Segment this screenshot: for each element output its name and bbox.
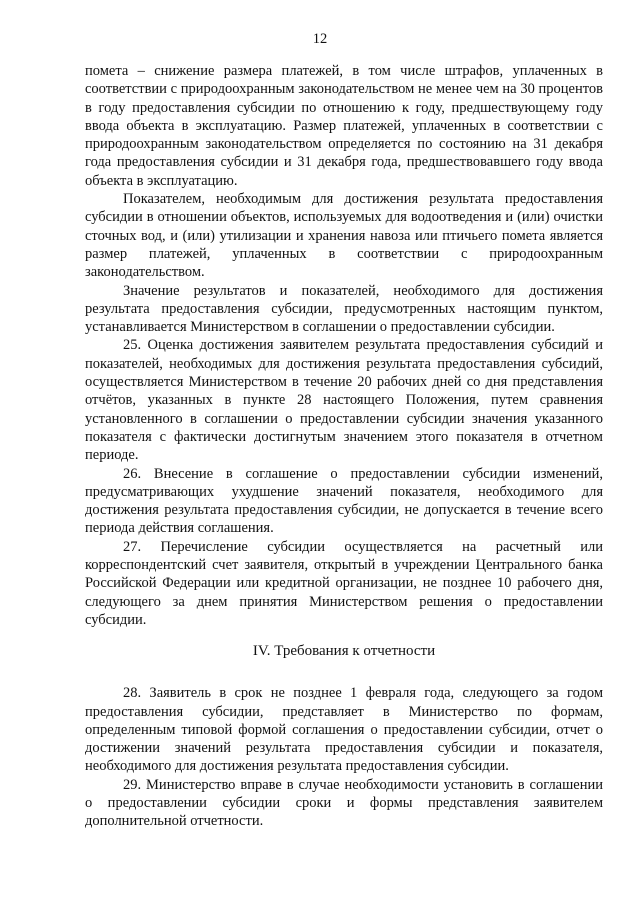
paragraph-values: Значение результатов и показателей, необходимого для достижения результата предоставления субсидии, предусмотренных настоящим пунктом, устанавливается Министерством в соглашении о предоставлении субсидии. — [85, 282, 603, 336]
paragraph-25: 25. Оценка достижения заявителем результата предоставления субсидий и показателей, необходимых для достижения результата предоставления субсидий, осуществляется Министерством в течение 20 рабочих дней со дня представления отчётов, указанных в пункте 28 настоящего Положения, путем сравнения установленного в соглашении о предоставлении субсидии значения указанного показателя с фактически достигнутым значением этого показателя в отчетном периоде. — [85, 337, 603, 464]
paragraph-27: 27. Перечисление субсидии осуществляется на расчетный или корреспондентский счет заявителя, открытый в учреждении Центрального банка Российской Федерации или кредитной организации, не позднее 10 рабочего дня, следующего за днем принятия Министерством решения о предоставлении субсидии. — [85, 538, 603, 628]
section-heading: IV. Требования к отчетности — [252, 643, 436, 660]
page-number: 12 — [312, 31, 328, 47]
paragraph-continuation: помета – снижение размера платежей, в том числе штрафов, уплаченных в соответствии с природоохранным законодательством не менее чем на 30 процентов в году предоставления субсидии по отношению к году, предшествующему году ввода объекта в эксплуатацию. Размер платежей, уплаченных в соответствии с природоохранным законодательством определяется по состоянию на 31 декабря года предоставления субсидии и 31 декабря года, предшествовавшего году ввода объекта в эксплуатацию. — [85, 63, 603, 189]
paragraph-indicator: Показателем, необходимым для достижения результата предоставления субсидии в отношении объектов, используемых для водоотведения и (или) очистки сточных вод, и (или) утилизации и хранения навоза или птичьего помета является размер платежей, уплаченных в соответствии с природоохранным законодательством. — [85, 191, 603, 281]
paragraph-29: 29. Министерство вправе в случае необходимости установить в соглашении о предоставлении субсидии сроки и формы представления заявителем дополнительной отчетности. — [85, 776, 603, 830]
paragraph-26: 26. Внесение в соглашение о предоставлении субсидии изменений, предусматривающих ухудшение значений показателя, необходимого для достижения результата предоставления субсидии, не допускается в течение всего периода действия соглашения. — [85, 465, 603, 537]
paragraph-28: 28. Заявитель в срок не позднее 1 февраля года, следующего за годом предоставления субсидии, представляет в Министерство по формам, определенным типовой формой соглашения о предоставлении субсидии, отчет о достижении значений результата предоставления субсидии и показателя, необходимого для достижения результата предоставления субсидии. — [85, 685, 603, 775]
document-body — [85, 62, 603, 831]
